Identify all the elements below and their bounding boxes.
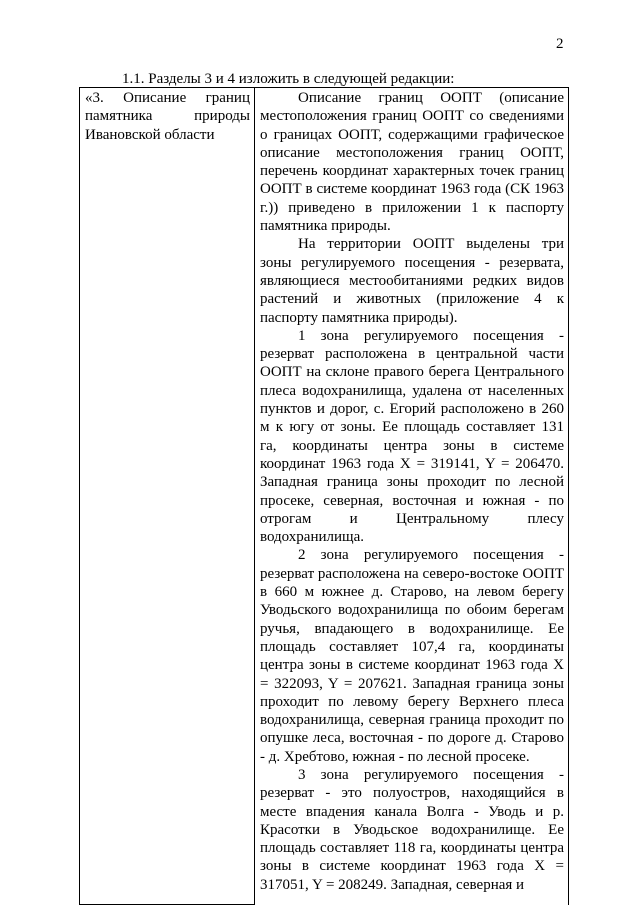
section-title-cell: «3. Описание границ памятника природы Ивановской области	[80, 88, 255, 905]
amendment-intro: 1.1. Разделы 3 и 4 изложить в следующей редакции:	[122, 71, 455, 87]
paragraph-boundaries: Описание границ ООПТ (описание местоположения границ ООПТ со сведениями о границах ООПТ, содержащими графическое описание местоположения границ ООПТ, перечень координат характерных точек границ ООПТ в системе координат 1963 года (СК 1963 г.)) приведено в приложении 1 к паспорту памятника природы.	[260, 90, 564, 235]
paragraph-zone-1: 1 зона регулируемого посещения - резерват расположена в центральной части ООПТ на склоне правого берега Центрального плеса водохранилища, удалена от населенных пунктов и дорог, с. Егорий расположено в 260 м к югу от зоны. Ее площадь составляет 131 га, координаты центра зоны в системе координат 1963 года X = 319141, Y = 206470. Западная граница зоны проходит по лесной просеке, северная, восточная и южная - по отрогам и Центральному плесу водохранилища.	[260, 327, 564, 546]
amendment-table	[79, 87, 569, 905]
paragraph-zone-2: 2 зона регулируемого посещения - резерват расположена на северо-востоке ООПТ в 660 м южнее д. Старово, на левом берегу Уводьского водохранилища по обоим берегам ручья, впадающего в водохранилище. Ее площадь составляет 107,4 га, координаты центра зоны в системе координат 1963 года X = 322093, Y = 207621. Западная граница зоны проходит по левому берегу Верхнего плеса водохранилища, северная граница проходит по опушке леса, восточная - по дороге д. Старово - д. Хребтово, южная - по лесной просеке.	[260, 547, 564, 765]
table-row	[80, 88, 569, 905]
section-text-cell	[255, 88, 569, 905]
page-number: 2	[556, 36, 564, 52]
paragraph-zone-3: 3 зона регулируемого посещения - резерват - это полуостров, находящийся в месте впадения канала Волга - Уводь и р. Красотки в Уводьское водохранилище. Ее площадь составляет 118 га, координаты центра зоны в системе координат 1963 года X = 317051, Y = 208249. Западная, северная и	[260, 766, 564, 893]
paragraph-zones-overview: На территории ООПТ выделены три зоны регулируемого посещения - резервата, являющиеся местообитаниями редких видов растений и животных (приложение 4 к паспорту памятника природы).	[260, 236, 564, 326]
